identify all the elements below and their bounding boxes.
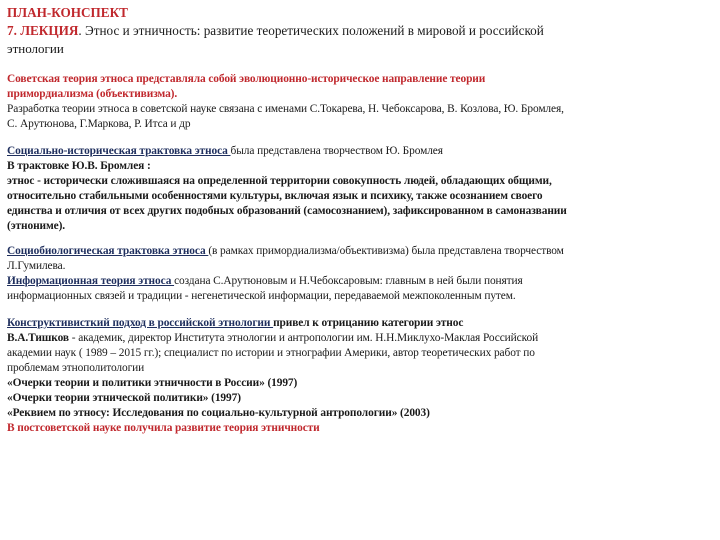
constructivist-title-rest: привел к отрицанию категории этнос	[273, 317, 464, 329]
work-item: «Очерки теории и политики этничности в России» (1997)	[7, 377, 298, 389]
bromley-definition-line-3: единства и отличия от всех других подобных образований (самосознанием), зафиксированном в самоназвании	[7, 205, 567, 217]
plan-heading: ПЛАН-КОНСПЕКТ	[7, 5, 128, 20]
section-constructivist	[7, 316, 714, 436]
bromley-definition-line-2: относительно стабильными особенностями культуры, включая язык и психику, также осознанием своего	[7, 190, 543, 202]
bromley-definition-intro: В трактовке Ю.В. Бромлея :	[7, 160, 151, 172]
soviet-text-line-2: С. Арутюнова, Г.Маркова, Р. Итса и др	[7, 118, 191, 130]
info-theory-title: Информационная теория этноса	[7, 275, 175, 287]
section-soviet	[7, 72, 714, 132]
sociobiological-title: Социобиологическая трактовка этноса	[7, 245, 209, 257]
tishkov-desc: - академик, директор Института этнологии и антропологии им. Н.Н.Миклухо-Маклая Российской	[69, 332, 539, 344]
info-theory-line-2: информационных связей и традиции - негенетической информации, передаваемой межпоколенным путем.	[7, 290, 516, 302]
soviet-red-line-1: Советская теория этноса представляла собой эволюционно-историческое направление теории	[7, 73, 486, 85]
bromley-definition-line-4: (этнониме).	[7, 220, 66, 232]
bromley-definition-line-1: этнос - исторически сложившаяся на определенной территории совокупность людей, обладающих общими,	[7, 175, 552, 187]
info-theory-rest: создана С.Арутюновым и Н.Чебоксаровым: главным в ней были понятия	[174, 275, 523, 287]
tishkov-line-2: академии наук ( 1989 – 2015 гг.); специалист по истории и этнографии Америки, автор теоретических работ по	[7, 347, 535, 359]
sociobiological-title-rest: (в рамках примордиализма/объективизма) была представлена творчеством	[208, 245, 564, 257]
post-soviet-line: В постсоветской науке получила развитие теория этничности	[7, 422, 320, 434]
lecture-number: 7. ЛЕКЦИЯ	[7, 23, 79, 38]
work-item: «Реквием по этносу: Исследования по социально-культурной антропологии» (2003)	[7, 407, 430, 419]
tishkov-name: В.А.Тишков	[7, 332, 69, 344]
tishkov-line-3: проблемам этнополитологии	[7, 362, 145, 374]
soviet-red-line-2: примордиализма (объективизма).	[7, 88, 178, 100]
lecture-topic: . Этнос и этничность: развитие теоретических положений в мировой и российской	[78, 23, 544, 38]
section-socio-historical	[7, 144, 714, 234]
sociobiological-line-2: Л.Гумилева.	[7, 260, 66, 272]
lecture-topic-end: этнологии	[7, 41, 64, 56]
section-sociobiological	[7, 244, 714, 304]
work-item: «Очерки теории этнической политики» (1997)	[7, 392, 241, 404]
constructivist-title: Конструктивисткий подход в российской этнологии	[7, 317, 274, 329]
soviet-text-line-1: Разработка теории этноса в советской науке связана с именами С.Токарева, Н. Чебоксарова, В. Козлова, Ю. Бромлея,	[7, 103, 564, 115]
lecture-title	[7, 22, 714, 40]
socio-historical-title: Социально-историческая трактовка этноса	[7, 145, 231, 157]
socio-historical-title-rest: была представлена творчеством Ю. Бромлея	[230, 145, 443, 157]
